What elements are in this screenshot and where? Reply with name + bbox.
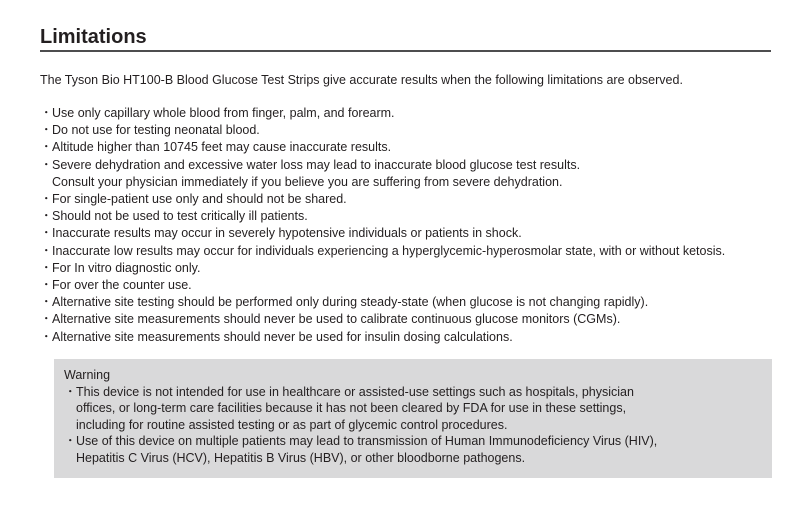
bullet-icon: ・ bbox=[40, 312, 53, 327]
list-item: ・Inaccurate results may occur in severely hypotensive individuals or patients in shock. bbox=[40, 225, 725, 242]
bullet-icon: ・ bbox=[40, 140, 53, 155]
bullet-icon: ・ bbox=[40, 157, 53, 172]
bullet-icon: ・ bbox=[40, 192, 53, 207]
warning-item: ・Use of this device on multiple patients may lead to transmission of Human Immunodeficiency Virus (HIV), Hepatitis C Virus (HCV), Hepatitis B Virus (HBV), or other bloodborne pathogens. bbox=[64, 434, 658, 465]
bullet-icon: ・ bbox=[40, 123, 53, 138]
list-item: ・For over the counter use. bbox=[40, 277, 725, 294]
bullet-icon: ・ bbox=[40, 209, 53, 224]
warning-title: Warning bbox=[64, 368, 111, 382]
list-item: ・Alternative site measurements should never be used to calibrate continuous glucose monitors (CGMs). bbox=[40, 311, 725, 328]
list-item: ・Do not use for testing neonatal blood. bbox=[40, 122, 725, 139]
bullet-icon: ・ bbox=[40, 278, 53, 293]
bullet-icon: ・ bbox=[40, 329, 53, 344]
list-item: ・For single-patient use only and should not be shared. bbox=[40, 191, 725, 208]
warning-box bbox=[54, 359, 772, 478]
list-item: ・Use only capillary whole blood from finger, palm, and forearm. bbox=[40, 105, 725, 122]
bullet-icon: ・ bbox=[64, 434, 77, 449]
intro-text: The Tyson Bio HT100-B Blood Glucose Test Strips give accurate results when the following limitations are observed. bbox=[40, 73, 683, 87]
limitations-list bbox=[40, 105, 725, 346]
list-item: ・Alternative site testing should be performed only during steady-state (when glucose is not changing rapidly). bbox=[40, 294, 725, 311]
warning-item: ・This device is not intended for use in healthcare or assisted-use settings such as hospitals, physician offices, or long-term care facilities because it has not been cleared by FDA for use in these settings, including for routine assisted testing or as part of glycemic control procedures. bbox=[64, 385, 634, 432]
bullet-icon: ・ bbox=[64, 385, 77, 399]
list-item: ・Altitude higher than 10745 feet may cause inaccurate results. bbox=[40, 139, 725, 156]
list-item: ・Should not be used to test critically ill patients. bbox=[40, 208, 725, 225]
heading-divider bbox=[40, 50, 771, 52]
list-item: ・Severe dehydration and excessive water loss may lead to inaccurate blood glucose test results. Consult your physician immediately if you believe you are suffering from severe dehydration. bbox=[40, 157, 581, 189]
list-item: ・Inaccurate low results may occur for individuals experiencing a hyperglycemic-hyperosmolar state, with or without ketosis. bbox=[40, 243, 725, 260]
bullet-icon: ・ bbox=[40, 260, 53, 275]
page-title: Limitations bbox=[40, 26, 147, 48]
bullet-icon: ・ bbox=[40, 243, 53, 258]
warning-list bbox=[64, 384, 657, 466]
bullet-icon: ・ bbox=[40, 106, 53, 120]
list-item: ・For In vitro diagnostic only. bbox=[40, 260, 725, 277]
list-item: ・Alternative site measurements should never be used for insulin dosing calculations. bbox=[40, 329, 725, 346]
bullet-icon: ・ bbox=[40, 226, 53, 241]
bullet-icon: ・ bbox=[40, 295, 53, 310]
